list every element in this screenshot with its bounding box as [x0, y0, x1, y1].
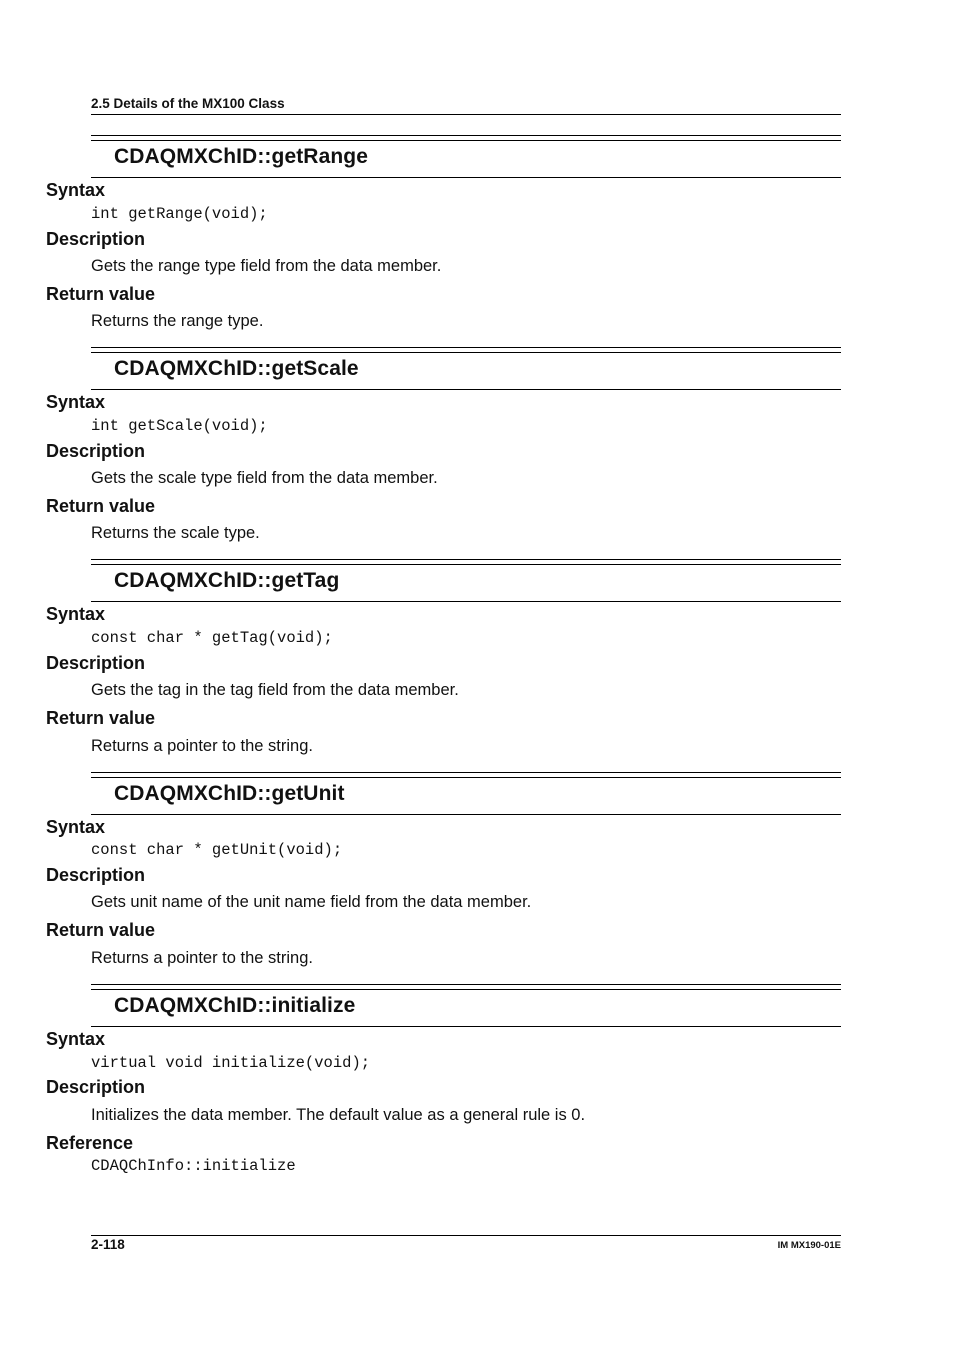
- method-title: CDAQMXChID::initialize: [114, 994, 356, 1017]
- section-rule: [91, 352, 841, 353]
- return-value-text: Returns a pointer to the string.: [91, 949, 313, 967]
- description-heading: Description: [46, 865, 146, 885]
- description-heading: Description: [46, 653, 146, 673]
- running-header: 2.5 Details of the MX100 Class: [91, 96, 285, 111]
- document-id: IM MX190-01E: [777, 1240, 841, 1251]
- method-title: CDAQMXChID::getScale: [114, 357, 359, 380]
- return-value-text: Returns the range type.: [91, 312, 264, 330]
- description-text: Gets the tag in the tag field from the data member.: [91, 681, 459, 699]
- section-rule: [91, 347, 841, 348]
- syntax-heading: Syntax: [46, 817, 106, 837]
- section-rule: [91, 559, 841, 560]
- syntax-code: int getRange(void);: [91, 205, 268, 223]
- description-text: Gets the scale type field from the data member.: [91, 469, 438, 487]
- section-rule: [91, 1026, 841, 1027]
- reference-heading: Reference: [46, 1133, 134, 1153]
- return-value-heading: Return value: [46, 284, 156, 304]
- description-text: Initializes the data member. The default value as a general rule is 0.: [91, 1106, 586, 1124]
- return-value-text: Returns the scale type.: [91, 524, 260, 542]
- footer-rule: [91, 1235, 841, 1236]
- syntax-heading: Syntax: [46, 604, 106, 624]
- description-heading: Description: [46, 1077, 146, 1097]
- description-text: Gets the range type field from the data member.: [91, 257, 442, 275]
- method-title: CDAQMXChID::getTag: [114, 569, 340, 592]
- return-value-heading: Return value: [46, 920, 156, 940]
- method-title: CDAQMXChID::getUnit: [114, 782, 345, 805]
- section-rule: [91, 177, 841, 178]
- syntax-code: const char * getUnit(void);: [91, 841, 343, 859]
- return-value-text: Returns a pointer to the string.: [91, 737, 313, 755]
- section-rule: [91, 772, 841, 773]
- section-rule: [91, 984, 841, 985]
- description-text: Gets unit name of the unit name field from the data member.: [91, 893, 532, 911]
- description-heading: Description: [46, 441, 146, 461]
- page-number: 2-118: [91, 1237, 125, 1252]
- section-rule: [91, 989, 841, 990]
- syntax-heading: Syntax: [46, 392, 106, 412]
- section-rule: [91, 135, 841, 136]
- section-rule: [91, 140, 841, 141]
- section-rule: [91, 564, 841, 565]
- syntax-code: virtual void initialize(void);: [91, 1054, 371, 1072]
- section-rule: [91, 389, 841, 390]
- description-heading: Description: [46, 229, 146, 249]
- return-value-heading: Return value: [46, 496, 156, 516]
- syntax-code: const char * getTag(void);: [91, 629, 333, 647]
- syntax-code: int getScale(void);: [91, 417, 268, 435]
- section-rule: [91, 777, 841, 778]
- syntax-heading: Syntax: [46, 1029, 106, 1049]
- method-title: CDAQMXChID::getRange: [114, 145, 368, 168]
- syntax-heading: Syntax: [46, 180, 106, 200]
- reference-code: CDAQChInfo::initialize: [91, 1157, 296, 1175]
- return-value-heading: Return value: [46, 708, 156, 728]
- header-rule: [91, 114, 841, 115]
- section-rule: [91, 601, 841, 602]
- section-rule: [91, 814, 841, 815]
